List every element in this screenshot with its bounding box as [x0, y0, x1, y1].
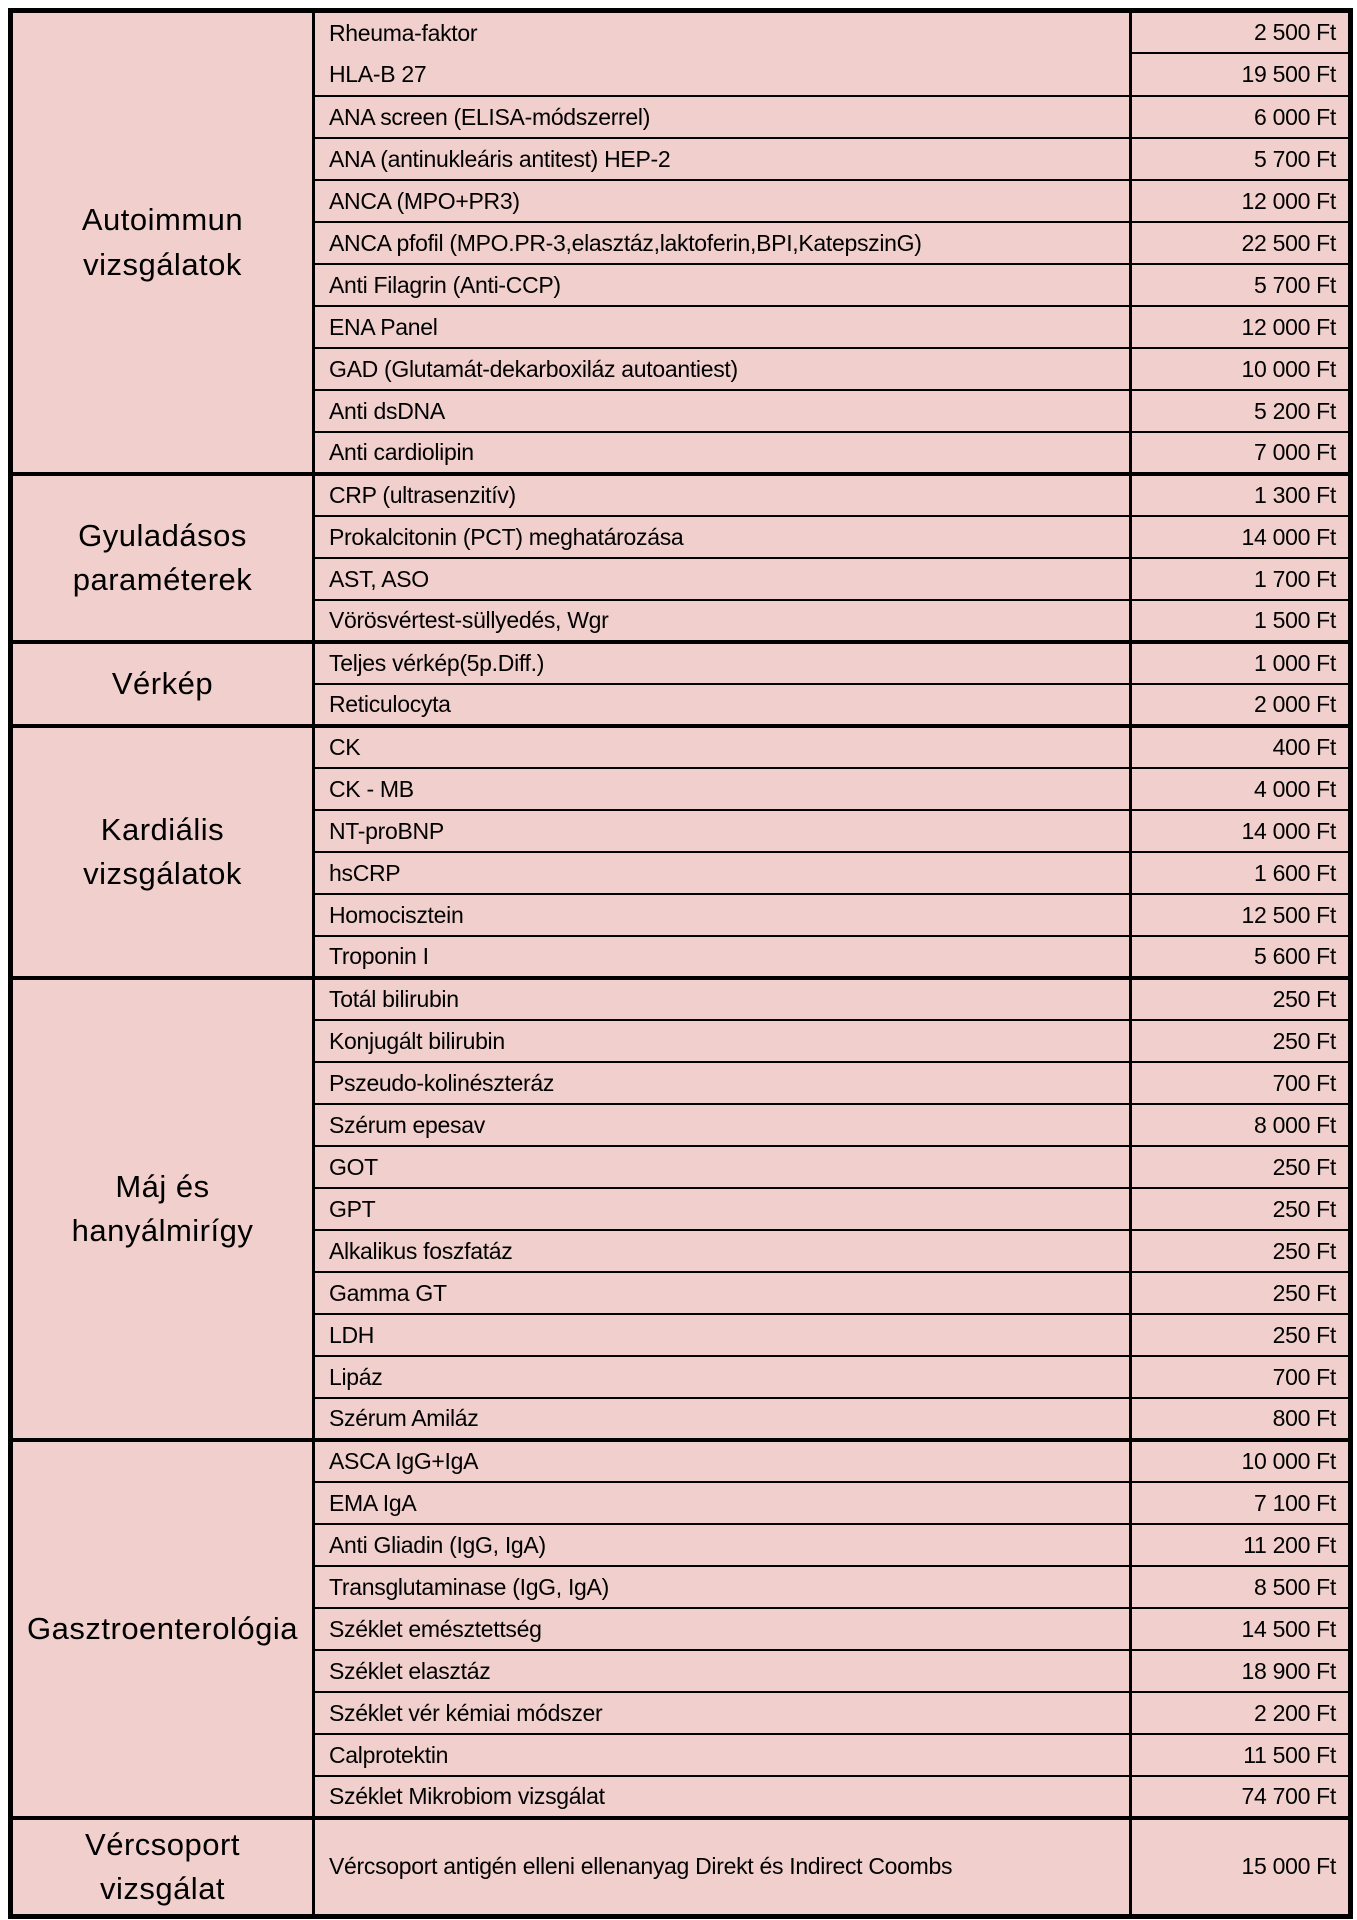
- lab-price-table: [8, 8, 1353, 1919]
- test-name-cell: ASCA IgG+IgA: [314, 1440, 1131, 1482]
- price-cell: 2 000 Ft: [1131, 684, 1351, 726]
- test-name-cell: Vércsoport antigén elleni ellenanyag Direkt és Indirect Coombs: [314, 1818, 1131, 1916]
- table-row: [11, 474, 1351, 516]
- price-cell: 1 300 Ft: [1131, 474, 1351, 516]
- price-cell: 4 000 Ft: [1131, 768, 1351, 810]
- test-name-cell: Pszeudo-kolinészteráz: [314, 1062, 1131, 1104]
- test-name-cell: CRP (ultrasenzitív): [314, 474, 1131, 516]
- price-cell: 700 Ft: [1131, 1356, 1351, 1398]
- price-cell: 250 Ft: [1131, 1230, 1351, 1272]
- test-name-cell: Prokalcitonin (PCT) meghatározása: [314, 516, 1131, 558]
- test-name-cell: Reticulocyta: [314, 684, 1131, 726]
- test-name-cell: Alkalikus foszfatáz: [314, 1230, 1131, 1272]
- test-name-cell: ANA (antinukleáris antitest) HEP-2: [314, 138, 1131, 180]
- price-cell: 700 Ft: [1131, 1062, 1351, 1104]
- test-name-cell: GAD (Glutamát-dekarboxiláz autoantiest): [314, 348, 1131, 390]
- price-cell: 250 Ft: [1131, 1272, 1351, 1314]
- price-cell: 1 700 Ft: [1131, 558, 1351, 600]
- price-cell: 2 200 Ft: [1131, 1692, 1351, 1734]
- table-row: [11, 11, 1351, 54]
- test-name-cell: AST, ASO: [314, 558, 1131, 600]
- table-row: [11, 726, 1351, 768]
- test-name-cell: Homocisztein: [314, 894, 1131, 936]
- price-cell: 15 000 Ft: [1131, 1818, 1351, 1916]
- price-cell: 800 Ft: [1131, 1398, 1351, 1440]
- price-cell: 14 500 Ft: [1131, 1608, 1351, 1650]
- category-cell: Autoimmun vizsgálatok: [11, 11, 314, 475]
- price-cell: 12 000 Ft: [1131, 306, 1351, 348]
- test-name-cell: Calprotektin: [314, 1734, 1131, 1776]
- table-row: [11, 1818, 1351, 1916]
- test-name-cell: Transglutaminase (IgG, IgA): [314, 1566, 1131, 1608]
- test-name-cell: hsCRP: [314, 852, 1131, 894]
- test-name-cell: Széklet elasztáz: [314, 1650, 1131, 1692]
- price-cell: 6 000 Ft: [1131, 96, 1351, 138]
- test-name-cell: Anti Filagrin (Anti-CCP): [314, 264, 1131, 306]
- price-cell: 7 100 Ft: [1131, 1482, 1351, 1524]
- price-cell: 12 000 Ft: [1131, 180, 1351, 222]
- test-name-cell: Széklet vér kémiai módszer: [314, 1692, 1131, 1734]
- table-row: [11, 1440, 1351, 1482]
- category-cell: Vércsoport vizsgálat: [11, 1818, 314, 1916]
- test-name-cell: Troponin I: [314, 936, 1131, 978]
- price-cell: 5 700 Ft: [1131, 264, 1351, 306]
- price-cell: 1 600 Ft: [1131, 852, 1351, 894]
- price-cell: 74 700 Ft: [1131, 1776, 1351, 1818]
- price-cell: 14 000 Ft: [1131, 810, 1351, 852]
- test-name-cell: ANCA pfofil (MPO.PR-3,elasztáz,laktoferin,BPI,KatepszinG): [314, 222, 1131, 264]
- test-name-cell: Lipáz: [314, 1356, 1131, 1398]
- price-cell: 19 500 Ft: [1131, 53, 1351, 96]
- price-cell: 8 000 Ft: [1131, 1104, 1351, 1146]
- test-name-cell: Széklet Mikrobiom vizsgálat: [314, 1776, 1131, 1818]
- price-list-sheet: [8, 8, 1348, 1919]
- test-name-cell-merged: [314, 11, 1131, 97]
- test-name: HLA-B 27: [329, 61, 427, 87]
- test-name-cell: Konjugált bilirubin: [314, 1020, 1131, 1062]
- price-cell: 7 000 Ft: [1131, 432, 1351, 474]
- price-cell: 250 Ft: [1131, 978, 1351, 1020]
- price-cell: 250 Ft: [1131, 1020, 1351, 1062]
- test-name-cell: CK: [314, 726, 1131, 768]
- price-cell: 8 500 Ft: [1131, 1566, 1351, 1608]
- test-name-cell: ENA Panel: [314, 306, 1131, 348]
- category-cell: Máj és hanyálmirígy: [11, 978, 314, 1440]
- test-name-cell: Anti cardiolipin: [314, 432, 1131, 474]
- test-name-cell: EMA IgA: [314, 1482, 1131, 1524]
- category-cell: Gasztroenterológia: [11, 1440, 314, 1818]
- price-table-body: [11, 11, 1351, 1917]
- test-name-cell: Teljes vérkép(5p.Diff.): [314, 642, 1131, 684]
- category-cell: Gyuladásos paraméterek: [11, 474, 314, 642]
- price-cell: 2 500 Ft: [1131, 11, 1351, 54]
- test-name-cell: NT-proBNP: [314, 810, 1131, 852]
- test-name-cell: Anti dsDNA: [314, 390, 1131, 432]
- price-cell: 11 200 Ft: [1131, 1524, 1351, 1566]
- price-cell: 1 000 Ft: [1131, 642, 1351, 684]
- table-row: [11, 978, 1351, 1020]
- price-cell: 14 000 Ft: [1131, 516, 1351, 558]
- test-name: Rheuma-faktor: [329, 20, 478, 46]
- price-cell: 1 500 Ft: [1131, 600, 1351, 642]
- test-name-cell: Totál bilirubin: [314, 978, 1131, 1020]
- price-cell: 22 500 Ft: [1131, 222, 1351, 264]
- price-cell: 12 500 Ft: [1131, 894, 1351, 936]
- category-cell: Kardiális vizsgálatok: [11, 726, 314, 978]
- test-name-cell: GOT: [314, 1146, 1131, 1188]
- price-cell: 400 Ft: [1131, 726, 1351, 768]
- price-cell: 10 000 Ft: [1131, 348, 1351, 390]
- test-name-cell: GPT: [314, 1188, 1131, 1230]
- price-cell: 250 Ft: [1131, 1146, 1351, 1188]
- test-name-cell: Gamma GT: [314, 1272, 1131, 1314]
- price-cell: 10 000 Ft: [1131, 1440, 1351, 1482]
- test-name-cell: Szérum epesav: [314, 1104, 1131, 1146]
- category-cell: Vérkép: [11, 642, 314, 726]
- price-cell: 5 700 Ft: [1131, 138, 1351, 180]
- test-name-cell: CK - MB: [314, 768, 1131, 810]
- price-cell: 5 200 Ft: [1131, 390, 1351, 432]
- test-name-cell: ANCA (MPO+PR3): [314, 180, 1131, 222]
- test-name-cell: Anti Gliadin (IgG, IgA): [314, 1524, 1131, 1566]
- price-cell: 5 600 Ft: [1131, 936, 1351, 978]
- test-name-cell: LDH: [314, 1314, 1131, 1356]
- test-name-cell: Szérum Amiláz: [314, 1398, 1131, 1440]
- test-name-cell: ANA screen (ELISA-módszerrel): [314, 96, 1131, 138]
- price-cell: 18 900 Ft: [1131, 1650, 1351, 1692]
- table-row: [11, 642, 1351, 684]
- price-cell: 250 Ft: [1131, 1188, 1351, 1230]
- test-name-cell: Széklet emésztettség: [314, 1608, 1131, 1650]
- price-cell: 250 Ft: [1131, 1314, 1351, 1356]
- test-name-cell: Vörösvértest-süllyedés, Wgr: [314, 600, 1131, 642]
- price-cell: 11 500 Ft: [1131, 1734, 1351, 1776]
